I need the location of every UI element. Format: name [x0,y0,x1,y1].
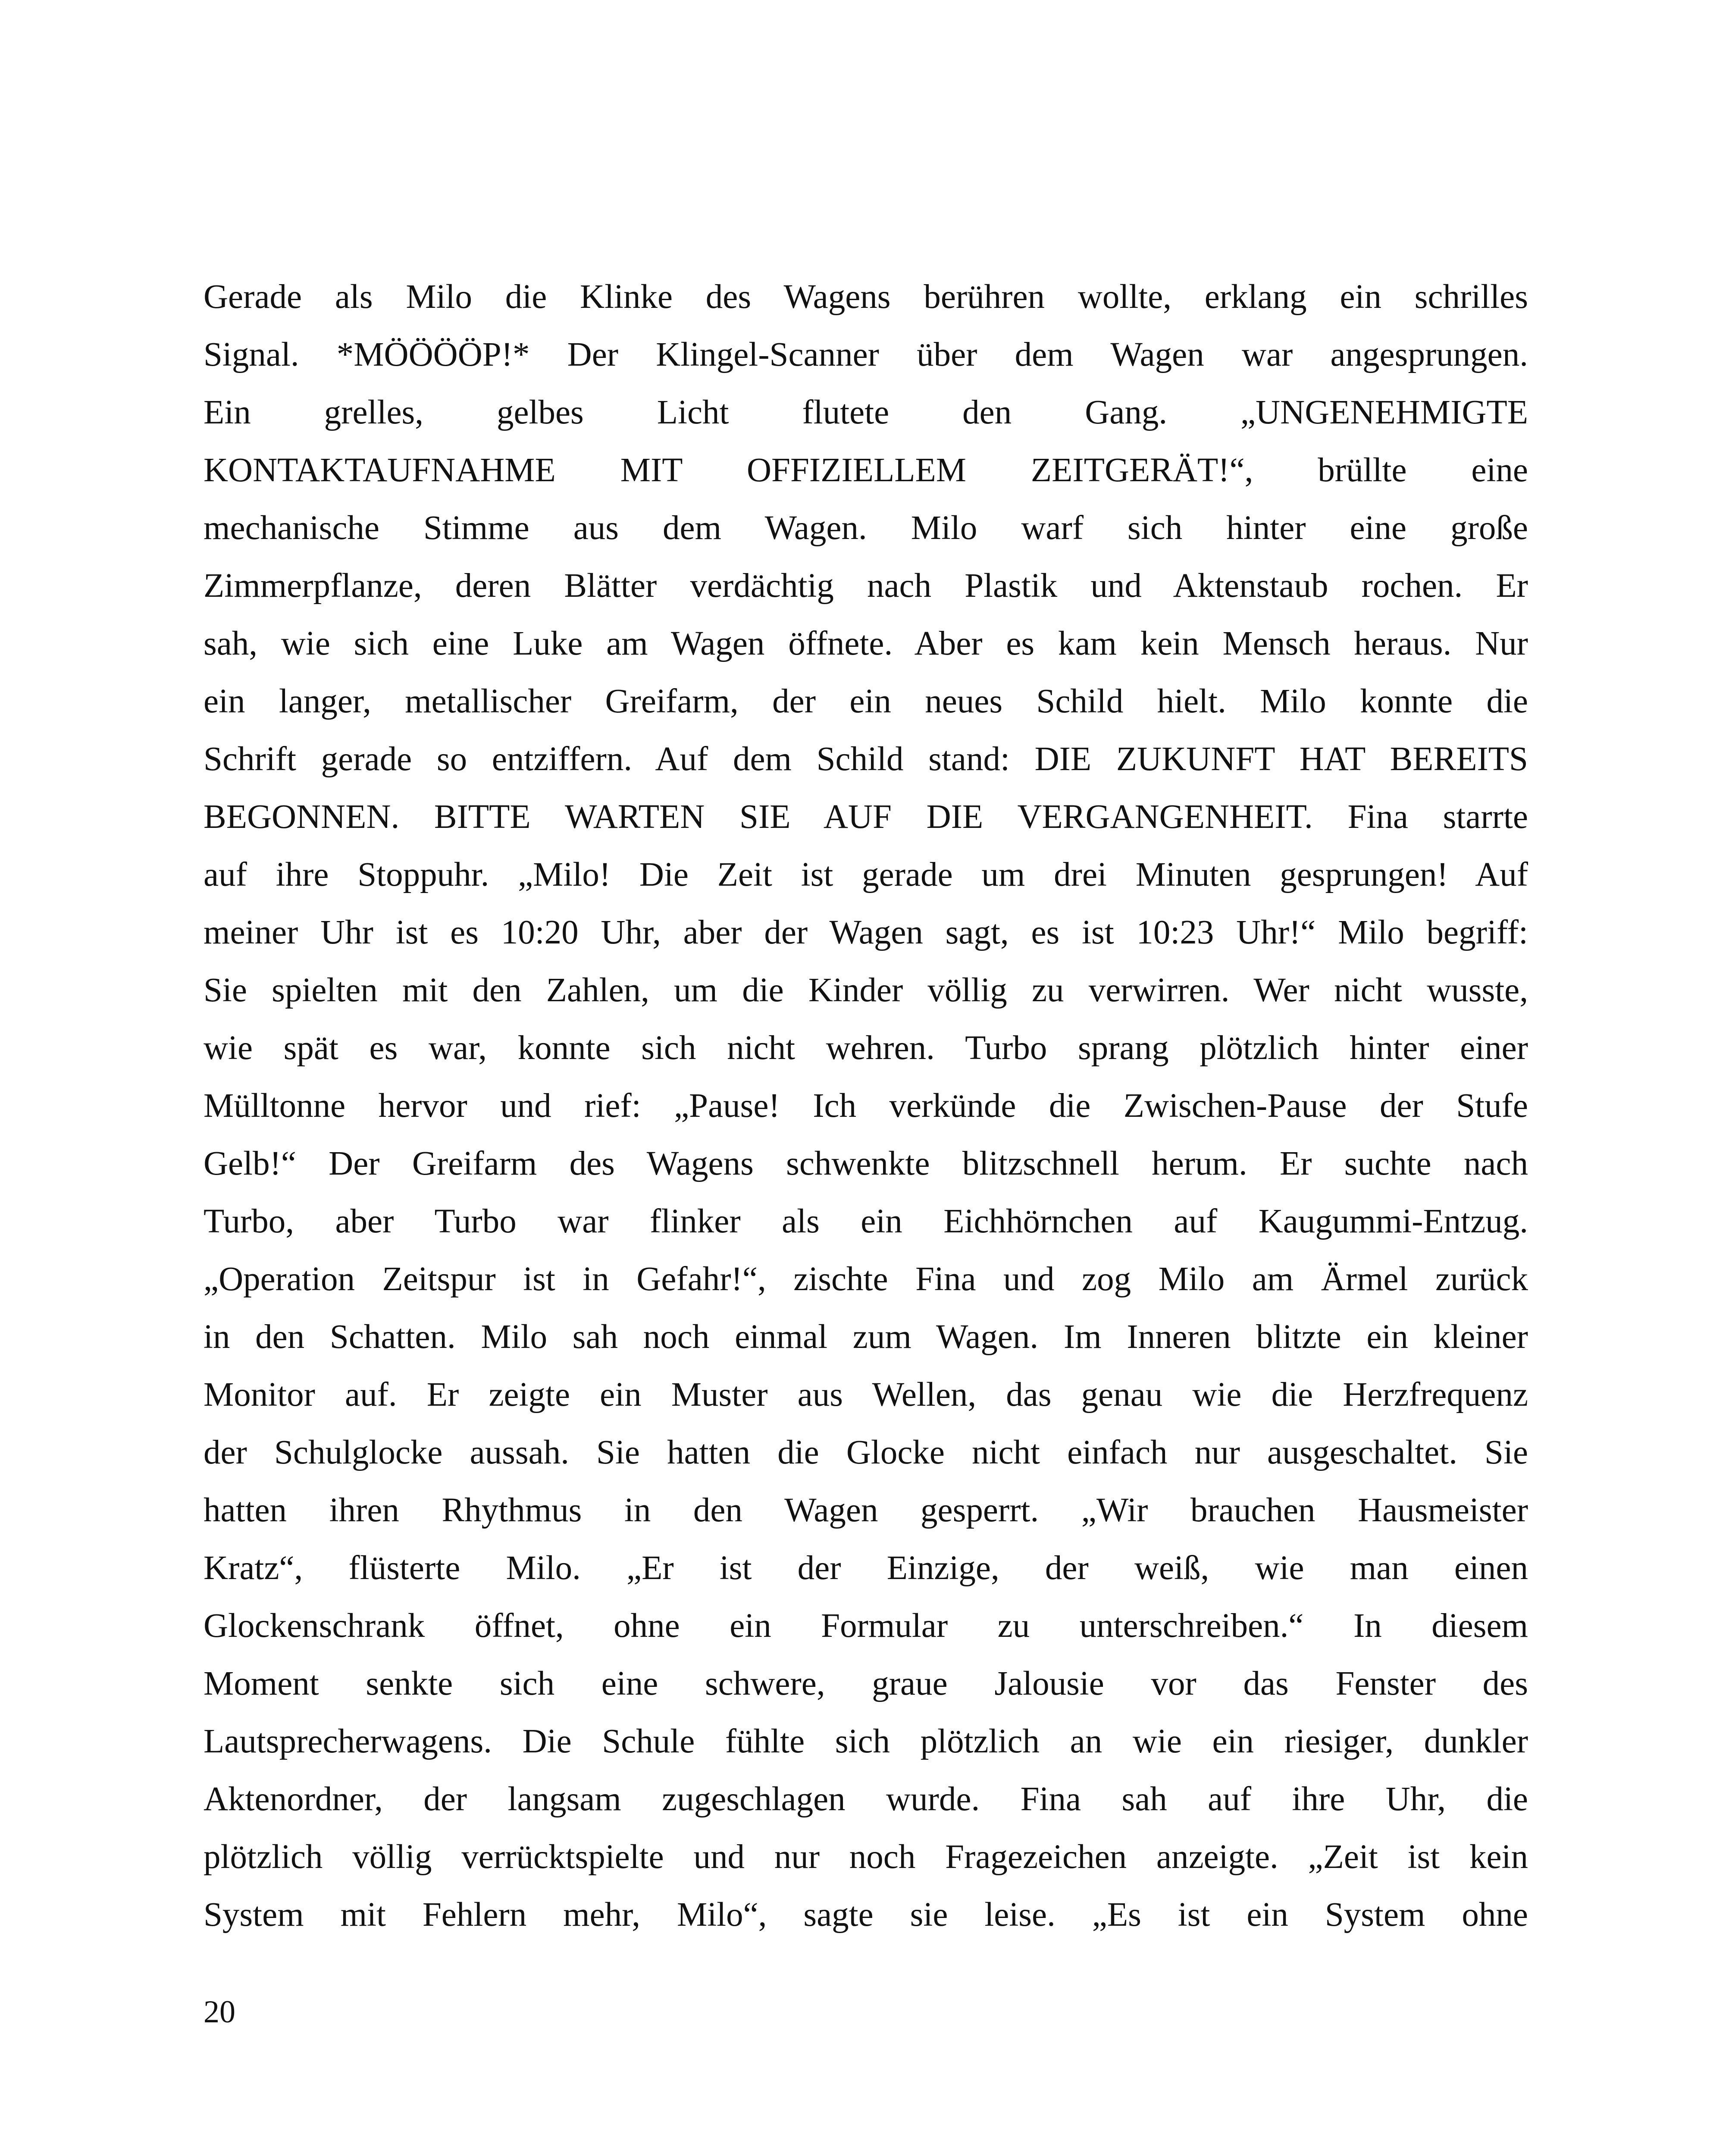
text-line: Moment senkte sich eine schwere, graue Jalousie vor das Fenster des [204,1665,1528,1702]
text-line: der Schulglocke aussah. Sie hatten die Glocke nicht einfach nur ausgeschaltet. Sie [204,1434,1528,1471]
text-line: BEGONNEN. BITTE WARTEN SIE AUF DIE VERGANGENHEIT. Fina starrte [204,798,1528,836]
text-line: Sie spielten mit den Zahlen, um die Kinder völlig zu verwirren. Wer nicht wusste, [204,971,1528,1009]
text-line: wie spät es war, konnte sich nicht wehren. Turbo sprang plötzlich hinter einer [204,1029,1528,1067]
text-line: in den Schatten. Milo sah noch einmal zum Wagen. Im Inneren blitzte ein kleiner [204,1318,1528,1356]
text-line: Schrift gerade so entziffern. Auf dem Schild stand: DIE ZUKUNFT HAT BEREITS [204,740,1528,778]
text-line: Kratz“, flüsterte Milo. „Er ist der Einzige, der weiß, wie man einen [204,1549,1528,1587]
text-line: Aktenordner, der langsam zugeschlagen wurde. Fina sah auf ihre Uhr, die [204,1780,1528,1818]
text-line: sah, wie sich eine Luke am Wagen öffnete. Aber es kam kein Mensch heraus. Nur [204,625,1528,662]
page-number: 20 [204,1994,235,2030]
text-line: System mit Fehlern mehr, Milo“, sagte sie leise. „Es ist ein System ohne [204,1896,1528,1934]
text-line: Monitor auf. Er zeigte ein Muster aus Wellen, das genau wie die Herzfrequenz [204,1376,1528,1413]
text-line: Gerade als Milo die Klinke des Wagens berühren wollte, erklang ein schrilles [204,278,1528,316]
text-line: auf ihre Stoppuhr. „Milo! Die Zeit ist gerade um drei Minuten gesprungen! Auf [204,856,1528,893]
text-line: Ein grelles, gelbes Licht flutete den Gang. „UNGENEHMIGTE [204,394,1528,431]
text-line: meiner Uhr ist es 10:20 Uhr, aber der Wagen sagt, es ist 10:23 Uhr!“ Milo begriff: [204,914,1528,951]
text-line: plötzlich völlig verrücktspielte und nur noch Fragezeichen anzeigte. „Zeit ist kein [204,1838,1528,1876]
text-line: Glockenschrank öffnet, ohne ein Formular zu unterschreiben.“ In diesem [204,1607,1528,1645]
text-line: Gelb!“ Der Greifarm des Wagens schwenkte blitzschnell herum. Er suchte nach [204,1145,1528,1182]
text-line: Turbo, aber Turbo war flinker als ein Eichhörnchen auf Kaugummi-Entzug. [204,1203,1528,1240]
text-line: Signal. *MÖÖÖÖP!* Der Klingel-Scanner über dem Wagen war angesprungen. [204,336,1528,373]
text-line: „Operation Zeitspur ist in Gefahr!“, zischte Fina und zog Milo am Ärmel zurück [204,1260,1528,1298]
text-line: Zimmerpflanze, deren Blätter verdächtig nach Plastik und Aktenstaub rochen. Er [204,567,1528,605]
body-paragraph [204,268,1528,1944]
text-line: Lautsprecherwagens. Die Schule fühlte sich plötzlich an wie ein riesiger, dunkler [204,1723,1528,1760]
text-line: mechanische Stimme aus dem Wagen. Milo warf sich hinter eine große [204,509,1528,547]
text-line: Mülltonne hervor und rief: „Pause! Ich verkünde die Zwischen-Pause der Stufe [204,1087,1528,1125]
text-line: hatten ihren Rhythmus in den Wagen gesperrt. „Wir brauchen Hausmeister [204,1492,1528,1529]
text-line: KONTAKTAUFNAHME MIT OFFIZIELLEM ZEITGERÄT!“, brüllte eine [204,451,1528,489]
text-line: ein langer, metallischer Greifarm, der ein neues Schild hielt. Milo konnte die [204,683,1528,720]
